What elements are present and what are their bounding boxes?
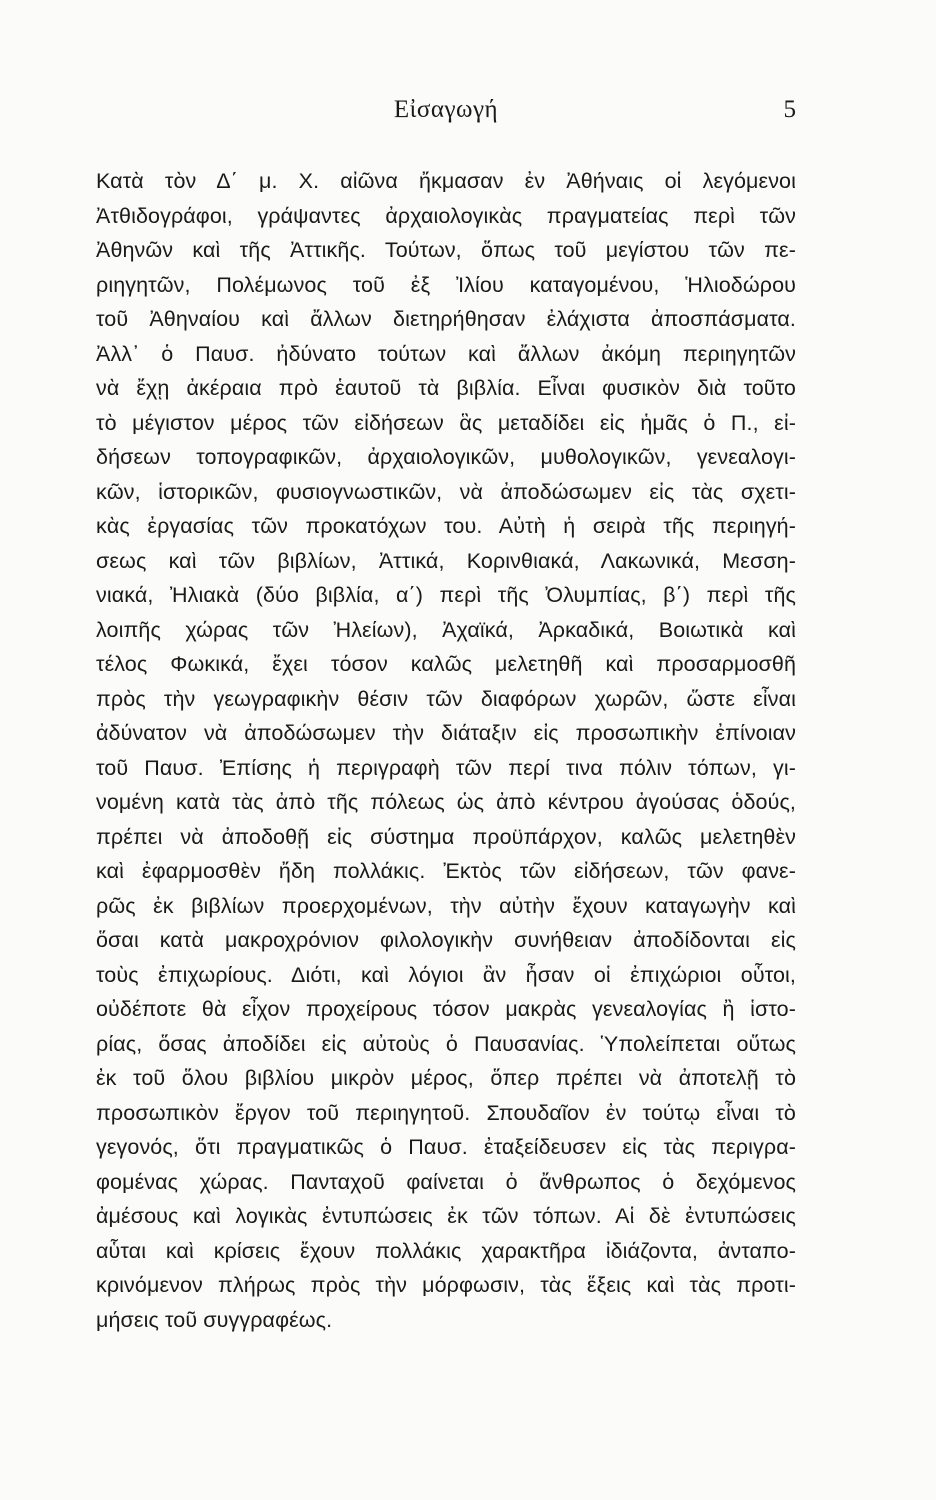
text-line: τοῦ Ἀθηναίου καὶ ἄλλων διετηρήθησαν ἐλάχιστα ἀποσπάσματα. [96,307,796,331]
text-line: κρινόμενον πλήρως πρὸς τὴν μόρφωσιν, τὰς ἕξεις καὶ τὰς προτι- [96,1273,796,1297]
text-line: ρίας, ὅσας ἀποδίδει εἰς αὐτοὺς ὁ Παυσανίας. Ὑπολείπεται οὕτως [96,1031,796,1056]
text-line: νὰ ἔχῃ ἀκέραια πρὸ ἑαυτοῦ τὰ βιβλία. Εἶναι φυσικὸν διὰ τοῦτο [96,376,796,400]
text-line: ριηγητῶν, Πολέμωνος τοῦ ἐξ Ἰλίου καταγομένου, Ἡλιοδώρου [96,272,796,297]
text-line: καὶ ἐφαρμοσθὲν ἤδη πολλάκις. Ἐκτὸς τῶν εἰδήσεων, τῶν φανε- [96,859,796,883]
text-line: λοιπῆς χώρας τῶν Ἠλείων), Ἀχαϊκά, Ἀρκαδικά, Βοιωτικὰ καὶ [96,617,796,642]
text-line: σεως καὶ τῶν βιβλίων, Ἀττικά, Κορινθιακά, Λακωνικά, Μεσση- [96,548,796,573]
text-line: δήσεων τοπογραφικῶν, ἀρχαιολογικῶν, μυθολογικῶν, γενεαλογι- [96,445,796,469]
text-line: Ἀλλ᾽ ὁ Παυσ. ἠδύνατο τούτων καὶ ἄλλων ἀκόμη περιηγητῶν [96,341,796,366]
text-line: ἀμέσους καὶ λογικὰς ἐντυπώσεις ἐκ τῶν τόπων. Αἱ δὲ ἐντυπώσεις [96,1204,796,1228]
text-line: ἀδύνατον νὰ ἀποδώσωμεν τὴν διάταξιν εἰς προσωπικὴν ἐπίνοιαν [96,721,796,745]
text-line: τοὺς ἐπιχωρίους. Διότι, καὶ λόγιοι ἂν ἦσαν οἱ ἐπιχώριοι οὗτοι, [96,962,796,987]
page-number: 5 [783,96,796,123]
text-line: Ἀτθιδογράφοι, γράψαντες ἀρχαιολογικὰς πραγματείας περὶ τῶν [96,203,796,228]
text-line: φομένας χώρας. Πανταχοῦ φαίνεται ὁ ἄνθρωπος ὁ δεχόμενος [96,1169,796,1194]
text-line: πρέπει νὰ ἀποδοθῇ εἰς σύστημα προϋπάρχον, καλῶς μελετηθὲν [96,824,796,849]
text-line: τὸ μέγιστον μέρος τῶν εἰδήσεων ἃς μεταδίδει εἰς ἡμᾶς ὁ Π., εἰ- [96,410,796,435]
text-line: αὗται καὶ κρίσεις ἔχουν πολλάκις χαρακτῆρα ἰδιάζοντα, ἀνταπο- [96,1238,796,1263]
text-line: κὰς ἐργασίας τῶν προκατόχων του. Αὐτὴ ἡ σειρὰ τῆς περιηγή- [96,514,796,538]
text-line: Κατὰ τὸν Δ΄ μ. Χ. αἰῶνα ἤκμασαν ἐν Ἀθήναις οἱ λεγόμενοι [96,169,796,193]
text-line: ρῶς ἐκ βιβλίων προερχομένων, τὴν αὐτὴν ἔχουν καταγωγὴν καὶ [96,893,796,918]
running-header [96,96,796,136]
text-line: οὐδέποτε θὰ εἶχον προχείρους τόσον μακρὰς γενεαλογίας ἢ ἱστο- [96,997,796,1021]
text-line: πρὸς τὴν γεωγραφικὴν θέσιν τῶν διαφόρων χωρῶν, ὥστε εἶναι [96,686,796,711]
text-line: προσωπικὸν ἔργον τοῦ περιηγητοῦ. Σπουδαῖον ἐν τούτῳ εἶναι τὸ [96,1100,796,1125]
text-line: ὅσαι κατὰ μακροχρόνιον φιλολογικὴν συνήθειαν ἀποδίδονται εἰς [96,928,796,952]
text-line: νομένη κατὰ τὰς ἀπὸ τῆς πόλεως ὡς ἀπὸ κέντρου ἀγούσας ὁδούς, [96,790,796,814]
text-line: Ἀθηνῶν καὶ τῆς Ἀττικῆς. Τούτων, ὅπως τοῦ μεγίστου τῶν πε- [96,238,796,262]
text-line: τοῦ Παυσ. Ἐπίσης ἡ περιγραφὴ τῶν περί τινα πόλιν τόπων, γι- [96,755,796,780]
text-line: κῶν, ἱστορικῶν, φυσιογνωστικῶν, νὰ ἀποδώσωμεν εἰς τὰς σχετι- [96,479,796,504]
text-line: μήσεις τοῦ συγγραφέως. [96,1307,333,1332]
text-line: γεγονός, ὅτι πραγματικῶς ὁ Παυσ. ἐταξείδευσεν εἰς τὰς περιγρα- [96,1135,796,1159]
body-text [96,164,796,1337]
running-title: Εἰσαγωγή [393,96,499,123]
text-line: ἐκ τοῦ ὅλου βιβλίου μικρὸν μέρος, ὅπερ πρέπει νὰ ἀποτελῇ τὸ [96,1066,796,1090]
text-line: τέλος Φωκικά, ἔχει τόσον καλῶς μελετηθῆ καὶ προσαρμοσθῆ [96,652,796,676]
text-line: νιακά, Ἠλιακὰ (δύο βιβλία, α΄) περὶ τῆς Ὀλυμπίας, β΄) περὶ τῆς [96,583,796,607]
